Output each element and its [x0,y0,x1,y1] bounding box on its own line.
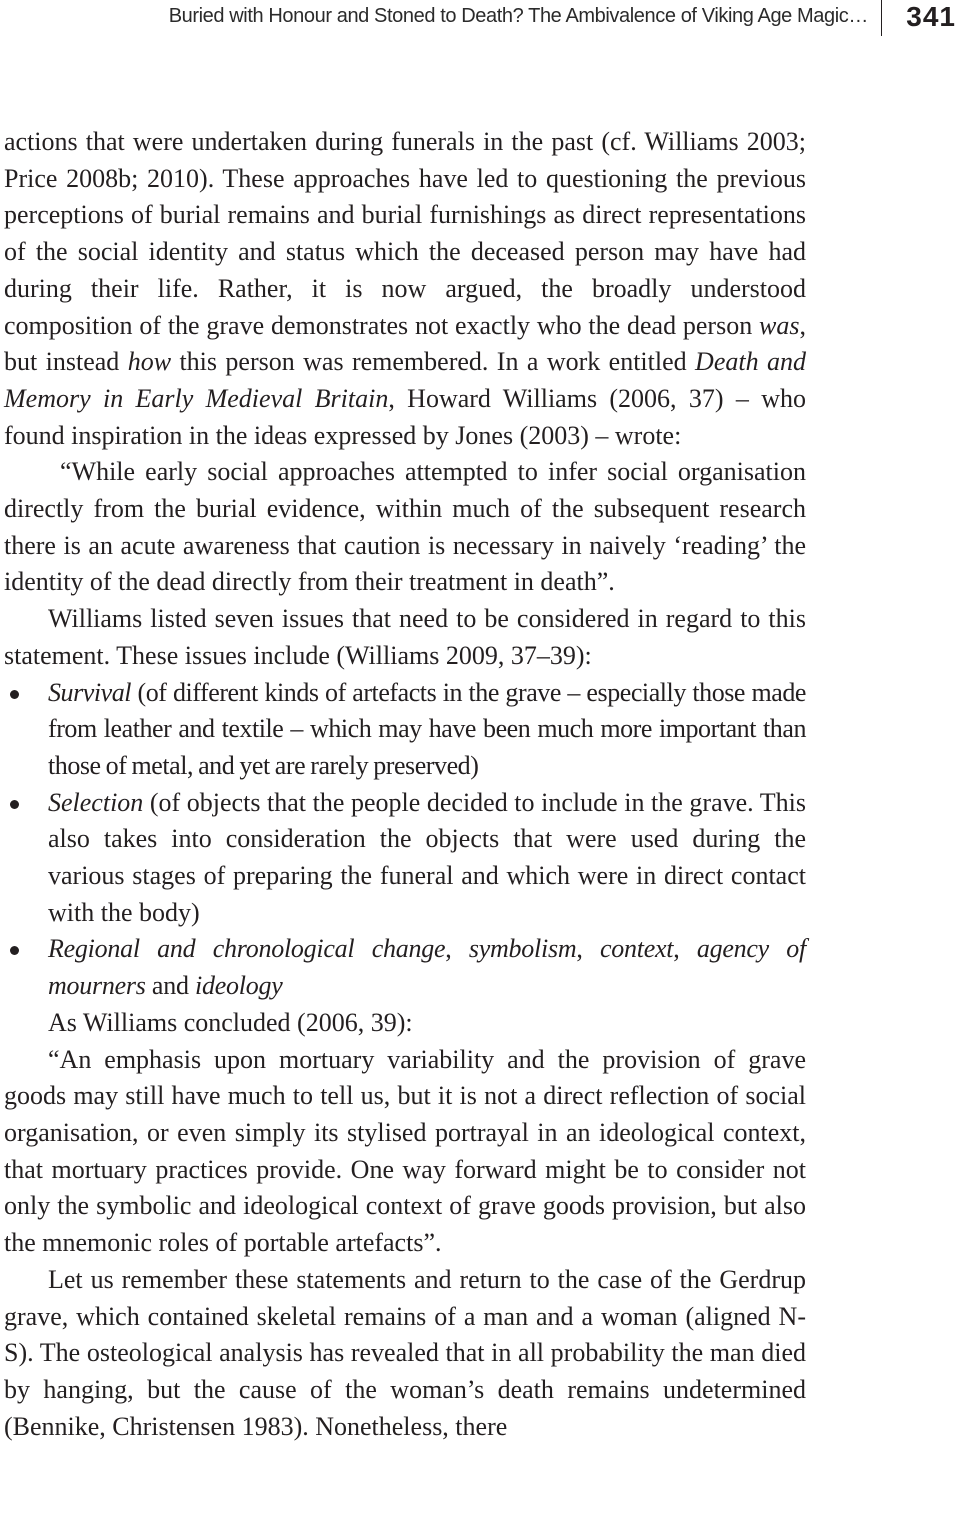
term-selection: Selection [48,787,144,817]
term-symbolism: symbolism [468,934,577,964]
and-text: and [145,971,195,1001]
list-item-survival [4,675,806,785]
emphasis-how: how [127,347,172,377]
paragraph-1-part-c: this person was remembered. In a work entitled [171,347,696,377]
separator-3: , [673,934,697,964]
body-text [4,124,806,1445]
list-item-selection [4,785,806,932]
term-agency-of-mourners: agency of mourners [48,934,806,1001]
survival-description: (of different kinds of artefacts in the grave – especially those made from leather and textile – which may have been much more important than those of metal, and yet are rarely preserved) [48,677,806,780]
emphasis-was: was [759,310,800,340]
paragraph-1-part-d: , Howard Williams (2006, 37) – who found inspiration in the ideas expressed by Jones (2003) – wrote: [4,383,806,450]
list-item-regional [4,931,806,1004]
bullet-icon [10,800,19,809]
page-number: 341 [906,1,956,32]
paragraph-1-part-b: , but instead [4,310,806,377]
term-regional-change: Regional and chronological change [48,934,446,964]
paragraph-3: Let us remember these statements and return to the case of the Gerdrup grave, which contained skeletal remains of a man and a woman (aligned N-S). The osteological analysis has revealed that in all probability the man died by hanging, but the cause of the woman’s death remains undetermined (Bennike, Christensen 1983). Nonetheless, there [4,1264,806,1441]
separator-2: , [576,934,600,964]
separator-1: , [445,934,469,964]
issues-list [4,675,806,1005]
running-head-title: Buried with Honour and Stoned to Death? The Ambivalence of Viking Age Magic… [168,5,868,27]
term-survival: Survival [48,677,132,707]
bullet-icon [10,690,19,699]
paragraph-1-part-a: actions that were undertaken during funerals in the past (cf. Williams 2003; Price 2008b; 2010). These approaches have led to questioning the previous perceptions of burial remains and burial furnishings as direct representations of the social identity and status which the deceased person may have had during their life. Rather, it is now argued, the broadly understood composition of the grave demonstrates not exactly who the dead person [4,127,806,340]
term-ideology: ideology [194,971,283,1001]
running-head [0,0,960,40]
conclusion-intro: As Williams concluded (2006, 39): [48,1007,413,1037]
paragraph-1 [4,124,806,454]
paragraph-2: Williams listed seven issues that need to be considered in regard to this statement. These issues include (Williams 2009, 37–39): [4,604,806,670]
book-title: Death and Memory in Early Medieval Britain [4,347,806,413]
running-head-separator [881,0,883,36]
selection-description: (of objects that the people decided to include in the grave. This also takes into consideration the objects that were used during the various stages of preparing the funeral and which were in direct contact with the body) [48,787,806,927]
block-quote-2: “An emphasis upon mortuary variability and the provision of grave goods may still have much to tell us, but it is not a direct reflection of social organisation, or even simply its stylised portrayal in an ideological context, that mortuary practices provide. One way forward might be to consider not only the symbolic and ideological context of grave goods provision, but also the mnemonic roles of portable artefacts”. [4,1044,806,1258]
block-quote-1: “While early social approaches attempted to infer social organisation directly from the burial evidence, within much of the subsequent research there is an acute awareness that caution is necessary in naively ‘reading’ the identity of the dead directly from their treatment in death”. [4,457,806,597]
bullet-icon [10,946,19,955]
term-context: context [599,934,674,964]
